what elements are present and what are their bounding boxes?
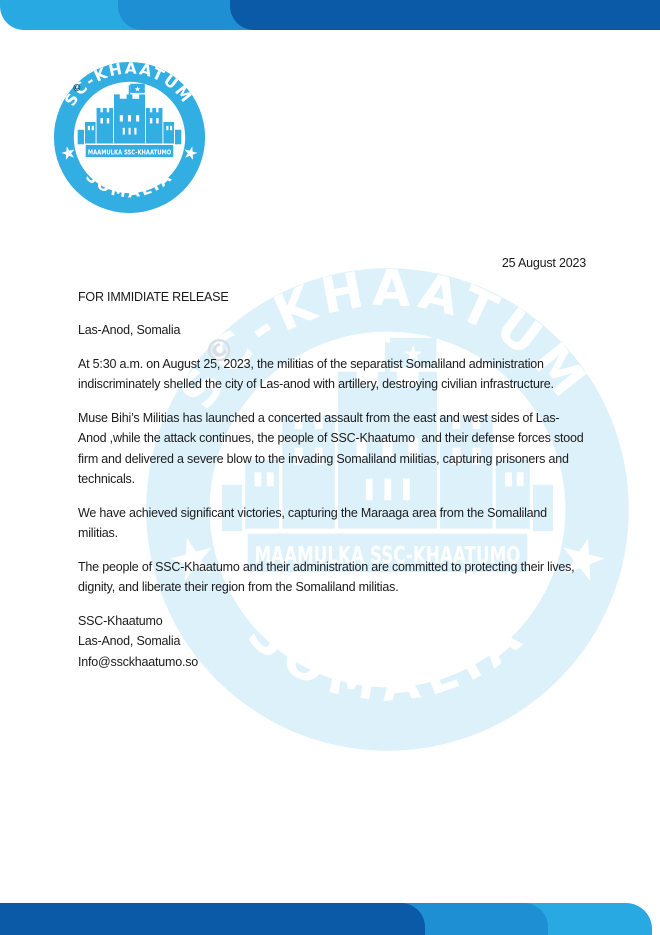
top-ribbon-dark xyxy=(230,0,660,30)
paragraph-3: We have achieved significant victories, capturing the Maraaga area from the Somaliland militias. xyxy=(78,505,551,540)
release-line: FOR IMMIDIATE RELEASE xyxy=(78,289,229,304)
letter-body xyxy=(78,253,586,672)
signature-block xyxy=(78,611,586,673)
signature-location: Las-Anod, Somalia xyxy=(78,634,181,648)
signature-org: SSC-Khaatumo xyxy=(78,613,163,628)
organization-logo-svg xyxy=(52,60,207,215)
organization-logo xyxy=(52,60,207,215)
date-line: 25 August 2023 xyxy=(501,256,586,270)
bottom-ribbon-dark xyxy=(0,903,425,935)
signature-email: Info@ssckhaatumo.so xyxy=(78,654,199,669)
paragraph-4: The people of SSC-Khaatumo and their administration are committed to protecting their lives, dignity, and liberate their region from the Somaliland militias. xyxy=(78,559,578,594)
dateline: Las-Anod, Somalia xyxy=(78,323,181,337)
paragraph-2: Muse Bihi’s Militias has launched a concerted assault from the east and west sides of Las-Anod ,while the attack continues, the people of SSC-Khaatumo and their defense forces stood firm and delivered a severe blow to the invading Somaliland militias, capturing prisoners and technicals. xyxy=(78,410,587,486)
paragraph-1: At 5:30 a.m. on August 25, 2023, the militias of the separatist Somaliland administration indiscriminately shelled the city of Las-anod with artillery, destroying civilian infrastructure. xyxy=(78,356,554,391)
